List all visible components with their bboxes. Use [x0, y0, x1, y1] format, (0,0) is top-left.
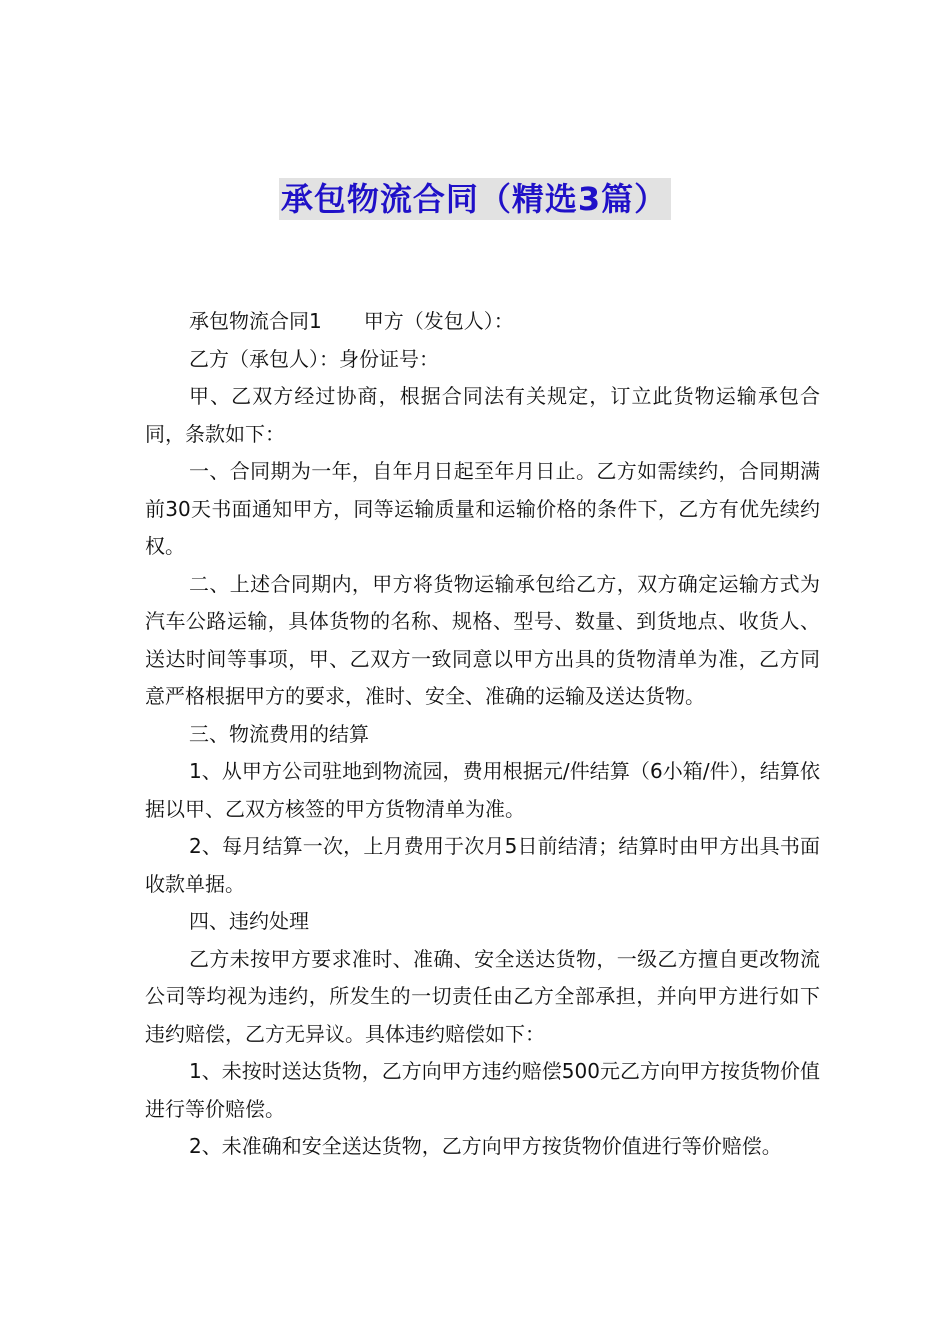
contract-number-label: 承包物流合同1: [189, 309, 322, 333]
paragraph-clause-1: 一、合同期为一年，自年月日起至年月日止。乙方如需续约，合同期满前30天书面通知甲方，同等运输质量和运输价格的条件下，乙方有优先续约权。: [145, 459, 820, 558]
document-title: 承包物流合同（精选3篇）: [279, 178, 671, 220]
paragraph-party-b: 乙方（承包人）：身份证号：: [189, 346, 439, 371]
paragraph-clause-4-heading: 四、违约处理: [189, 909, 309, 933]
paragraph-contract-heading: [145, 303, 820, 341]
paragraph-intro: 甲、乙双方经过协商，根据合同法有关规定，订立此货物运输承包合同，条款如下：: [145, 384, 820, 446]
paragraph-clause-4-item-2: 2、未准确和安全送达货物，乙方向甲方按货物价值进行等价赔偿。: [189, 1134, 782, 1158]
document-body: [145, 303, 820, 1166]
paragraph-clause-3-item-1: 1、从甲方公司驻地到物流园，费用根据元/件结算（6小箱/件），结算依据以甲、乙双方核签的甲方货物清单为准。: [145, 759, 820, 821]
title-container: [0, 178, 950, 220]
paragraph-clause-3-item-2: 2、每月结算一次，上月费用于次月5日前结清；结算时由甲方出具书面收款单据。: [145, 834, 820, 896]
paragraph-clause-4-item-1: 1、未按时送达货物，乙方向甲方违约赔偿500元乙方向甲方按货物价值进行等价赔偿。: [145, 1059, 820, 1121]
paragraph-clause-3-heading: 三、物流费用的结算: [189, 721, 369, 746]
paragraph-clause-4-body: 乙方未按甲方要求准时、准确、安全送达货物，一级乙方擅自更改物流公司等均视为违约，所发生的一切责任由乙方全部承担，并向甲方进行如下违约赔偿，乙方无异议。具体违约赔偿如下：: [145, 946, 820, 1046]
paragraph-clause-2: 二、上述合同期内，甲方将货物运输承包给乙方，双方确定运输方式为汽车公路运输，具体货物的名称、规格、型号、数量、到货地点、收货人、送达时间等事项，甲、乙双方一致同意以甲方出具的货物清单为准，乙方同意严格根据甲方的要求，准时、安全、准确的运输及送达货物。: [145, 571, 820, 708]
party-a-label: 甲方（发包人）：: [363, 309, 514, 333]
